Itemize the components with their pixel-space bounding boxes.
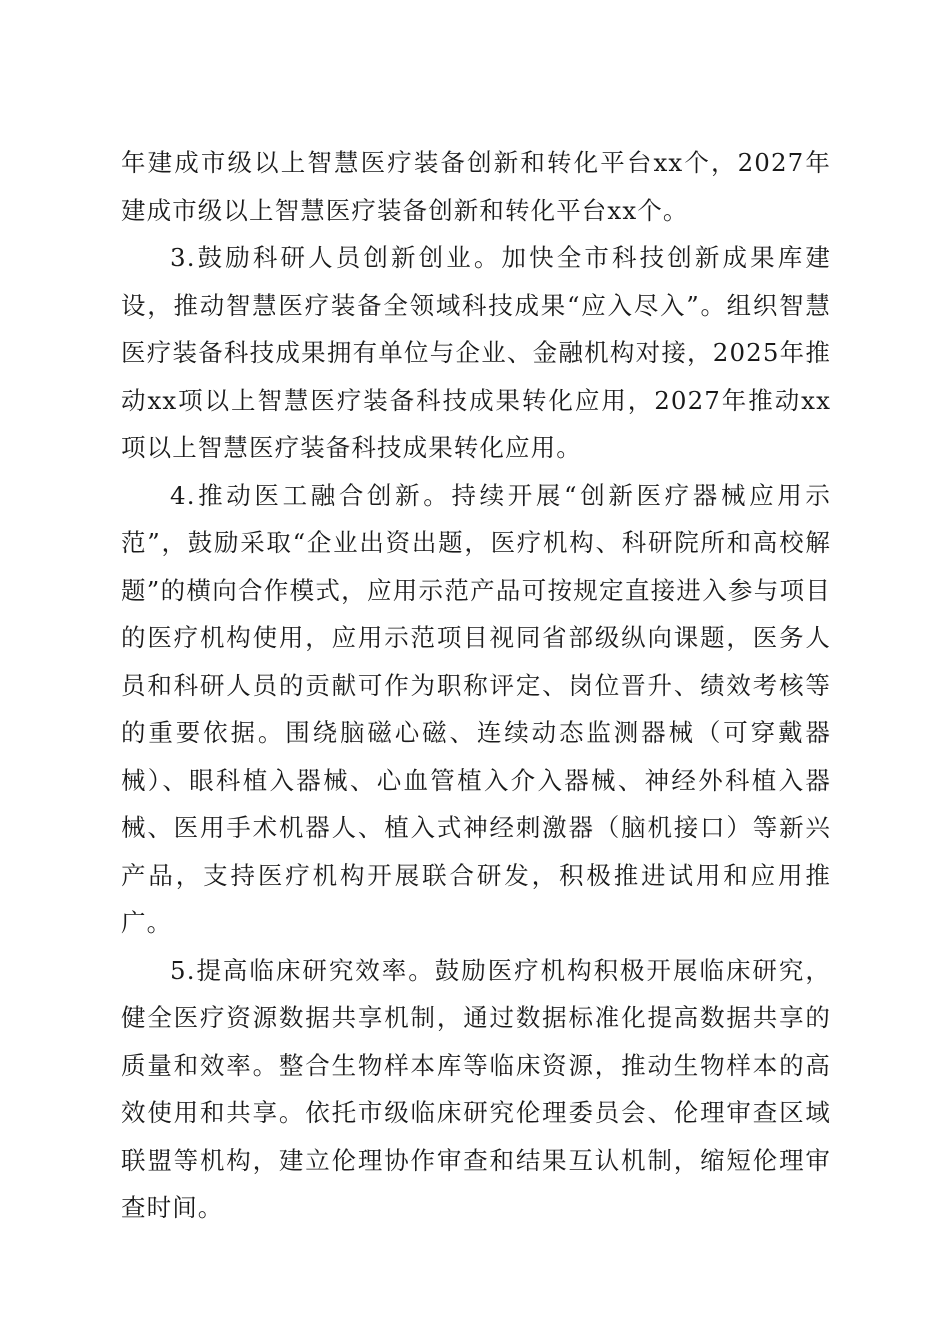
paragraph-item-3: 3.鼓励科研人员创新创业。加快全市科技创新成果库建设，推动智慧医疗装备全领域科技成果“应入尽入”。组织智慧医疗装备科技成果拥有单位与企业、金融机构对接，2025年推动xx项以上智慧医疗装备科技成果转化应用，2027年推动xx项以上智慧医疗装备科技成果转化应用。 xyxy=(121,243,831,462)
paragraph-item-4: 4.推动医工融合创新。持续开展“创新医疗器械应用示范”，鼓励采取“企业出资出题，医疗机构、科研院所和高校解题”的横向合作模式，应用示范产品可按规定直接进入参与项目的医疗机构使用，应用示范项目视同省部级纵向课题，医务人员和科研人员的贡献可作为职称评定、岗位晋升、绩效考核等的重要依据。围绕脑磁心磁、连续动态监测器械（可穿戴器械）、眼科植入器械、心血管植入介入器械、神经外科植入器械、医用手术机器人、植入式神经刺激器（脑机接口）等新兴产品，支持医疗机构开展联合研发，积极推进试用和应用推广。 xyxy=(121,480,831,937)
document-body xyxy=(121,139,831,1232)
paragraph-item-5: 5.提高临床研究效率。鼓励医疗机构积极开展临床研究，健全医疗资源数据共享机制，通过数据标准化提高数据共享的质量和效率。整合生物样本库等临床资源，推动生物样本的高效使用和共享。依托市级临床研究伦理委员会、伦理审查区域联盟等机构，建立伦理协作审查和结果互认机制，缩短伦理审查时间。 xyxy=(121,955,831,1222)
paragraph-continuation: 年建成市级以上智慧医疗装备创新和转化平台xx个，2027年建成市级以上智慧医疗装备创新和转化平台xx个。 xyxy=(121,148,831,225)
